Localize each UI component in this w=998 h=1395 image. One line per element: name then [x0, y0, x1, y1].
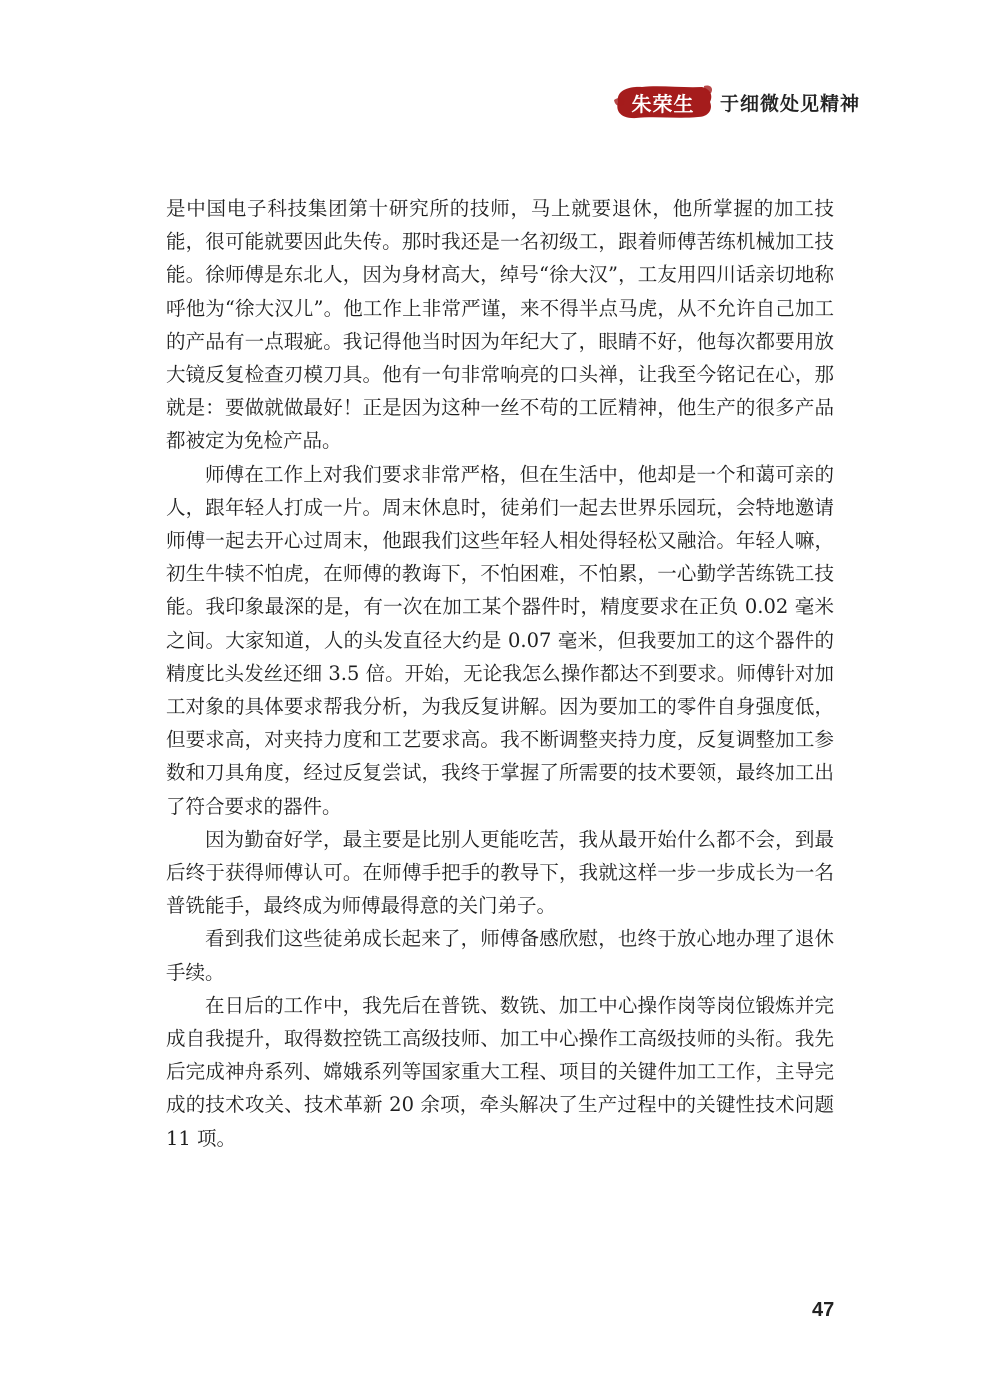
paragraph: 因为勤奋好学，最主要是比别人更能吃苦，我从最开始什么都不会，到最后终于获得师傅认可。在师傅手把手的教导下，我就这样一步一步成长为一名普铣能手，最终成为师傅最得意的关门弟子。	[166, 827, 834, 918]
body-text	[166, 192, 834, 1155]
author-name: 朱荣生	[631, 91, 695, 116]
page-number: 47	[812, 1299, 835, 1321]
chapter-title: 于细微处见精神	[720, 92, 861, 115]
paragraph: 是中国电子科技集团第十研究所的技师，马上就要退休，他所掌握的加工技能，很可能就要因此失传。那时我还是一名初级工，跟着师傅苦练机械加工技能。徐师傅是东北人，因为身材高大，绰号“徐大汉”，工友用四川话亲切地称呼他为“徐大汉儿”。他工作上非常严谨，来不得半点马虎，从不允许自己加工的产品有一点瑕疵。我记得他当时因为年纪大了，眼睛不好，他每次都要用放大镜反复检查刃模刀具。他有一句非常响亮的口头禅，让我至今铭记在心，那就是：要做就做最好！正是因为这种一丝不苟的工匠精神，他生产的很多产品都被定为免检产品。	[166, 197, 834, 453]
paragraph: 师傅在工作上对我们要求非常严格，但在生活中，他却是一个和蔼可亲的人，跟年轻人打成一片。周末休息时，徒弟们一起去世界乐园玩，会特地邀请师傅一起去开心过周末，他跟我们这些年轻人相处得轻松又融洽。年轻人嘛，初生牛犊不怕虎，在师傅的教诲下，不怕困难，不怕累，一心勤学苦练铣工技能。我印象最深的是，有一次在加工某个器件时，精度要求在正负 0.02 毫米之间。大家知道，人的头发直径大约是 0.07 毫米，但我要加工的这个器件的精度比头发丝还细 3.5 倍。开始，无论我怎么操作都达不到要求。师傅针对加工对象的具体要求帮我分析，为我反复讲解。因为要加工的零件自身强度低，但要求高，对夹持力度和工艺要求高。我不断调整夹持力度，反复调整加工参数和刀具角度，经过反复尝试，我终于掌握了所需要的技术要领，最终加工出了符合要求的器件。	[166, 462, 834, 818]
paragraph: 看到我们这些徒弟成长起来了，师傅备感欣慰，也终于放心地办理了退休手续。	[166, 927, 834, 984]
paragraph: 在日后的工作中，我先后在普铣、数铣、加工中心操作岗等岗位锻炼并完成自我提升，取得数控铣工高级技师、加工中心操作工高级技师的头衔。我先后完成神舟系列、嫦娥系列等国家重大工程、项目的关键件加工工作，主导完成的技术攻关、技术革新 20 余项，牵头解决了生产过程中的关键性技术问题 11 项。	[166, 993, 834, 1150]
running-header	[612, 82, 860, 122]
author-name-seal	[612, 82, 714, 122]
